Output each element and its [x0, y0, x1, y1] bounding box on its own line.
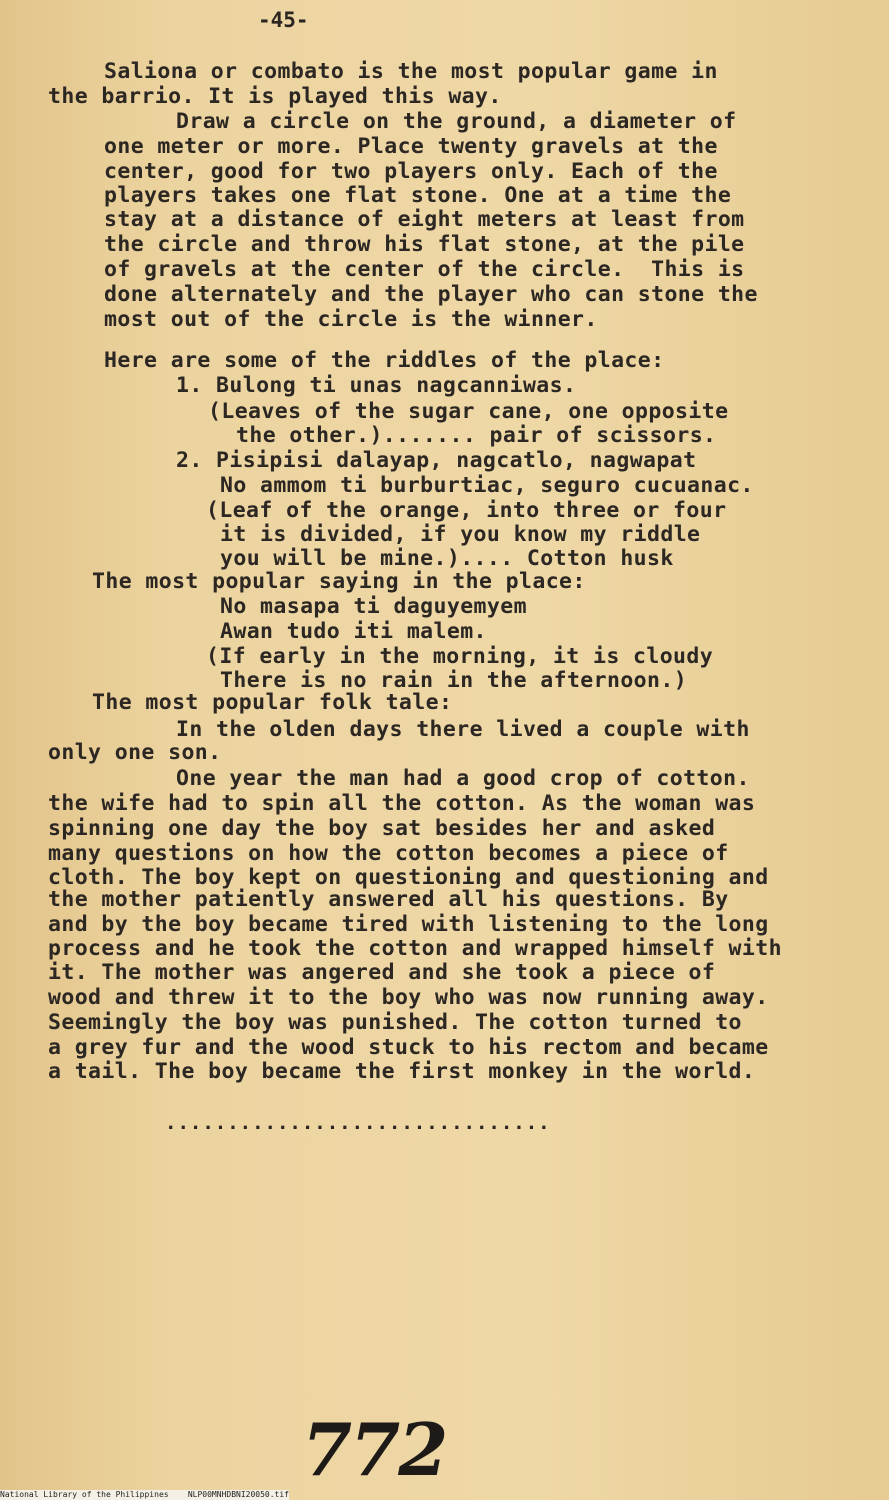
text-line: one meter or more. Place twenty gravels at the — [104, 134, 718, 159]
footer-source: National Library of the Philippines NLP00MNHDBNI20050.tif — [0, 1490, 289, 1499]
text-line: of gravels at the center of the circle. This is — [104, 257, 745, 282]
text-line: wood and threw it to the boy who was now running away. — [48, 985, 769, 1010]
text-line: you will be mine.).... Cotton husk — [220, 546, 674, 571]
text-line: (Leaf of the orange, into three or four — [206, 498, 727, 523]
text-line: spinning one day the boy sat besides her and asked — [48, 816, 716, 841]
text-line: done alternately and the player who can stone the — [104, 282, 758, 307]
text-line: center, good for two players only. Each of the — [104, 159, 718, 184]
text-line: many questions on how the cotton becomes a piece of — [48, 841, 729, 866]
text-line: the wife had to spin all the cotton. As the woman was — [48, 791, 756, 816]
text-line: Seemingly the boy was punished. The cotton turned to — [48, 1010, 742, 1035]
text-line: (If early in the morning, it is cloudy — [206, 644, 714, 669]
text-line: No ammom ti burburtiac, seguro cucuanac. — [220, 473, 754, 498]
text-line: stay at a distance of eight meters at least from — [104, 207, 745, 232]
text-line: the other.)....... pair of scissors. — [236, 423, 717, 448]
text-line: it. The mother was angered and she took a piece of — [48, 960, 716, 985]
text-line: 1. Bulong ti unas nagcanniwas. — [176, 373, 577, 398]
separator-dots: ............................... — [165, 1112, 551, 1134]
text-line: There is no rain in the afternoon.) — [220, 668, 688, 693]
handwritten-stamp-number: 772 — [302, 1407, 447, 1492]
text-line: Here are some of the riddles of the place: — [104, 348, 665, 373]
text-line: The most popular saying in the place: — [92, 569, 586, 594]
text-line: Draw a circle on the ground, a diameter of — [176, 109, 737, 134]
text-line: 2. Pisipisi dalayap, nagcatlo, nagwapat — [176, 448, 697, 473]
text-line: only one son. — [48, 740, 222, 765]
text-line: the mother patiently answered all his questions. By — [48, 887, 729, 912]
text-line: players takes one flat stone. One at a time the — [104, 183, 732, 208]
text-line: In the olden days there lived a couple with — [176, 717, 750, 742]
text-line: the barrio. It is played this way. — [48, 84, 502, 109]
text-line: No masapa ti daguyemyem — [220, 594, 527, 619]
page-number: -45- — [258, 8, 309, 32]
text-line: it is divided, if you know my riddle — [220, 522, 701, 547]
text-line: Awan tudo iti malem. — [220, 619, 487, 644]
text-line: The most popular folk tale: — [92, 690, 453, 715]
text-line: a grey fur and the wood stuck to his rectom and became — [48, 1035, 769, 1060]
text-line: cloth. The boy kept on questioning and questioning and — [48, 865, 769, 890]
text-line: Saliona or combato is the most popular game in — [104, 59, 718, 84]
text-line: a tail. The boy became the first monkey in the world. — [48, 1059, 756, 1084]
text-line: and by the boy became tired with listening to the long — [48, 912, 769, 937]
text-line: One year the man had a good crop of cotton. — [176, 766, 750, 791]
text-line: the circle and throw his flat stone, at the pile — [104, 232, 745, 257]
text-line: most out of the circle is the winner. — [104, 307, 598, 332]
text-line: (Leaves of the sugar cane, one opposite — [208, 399, 729, 424]
text-line: process and he took the cotton and wrapped himself with — [48, 936, 782, 961]
